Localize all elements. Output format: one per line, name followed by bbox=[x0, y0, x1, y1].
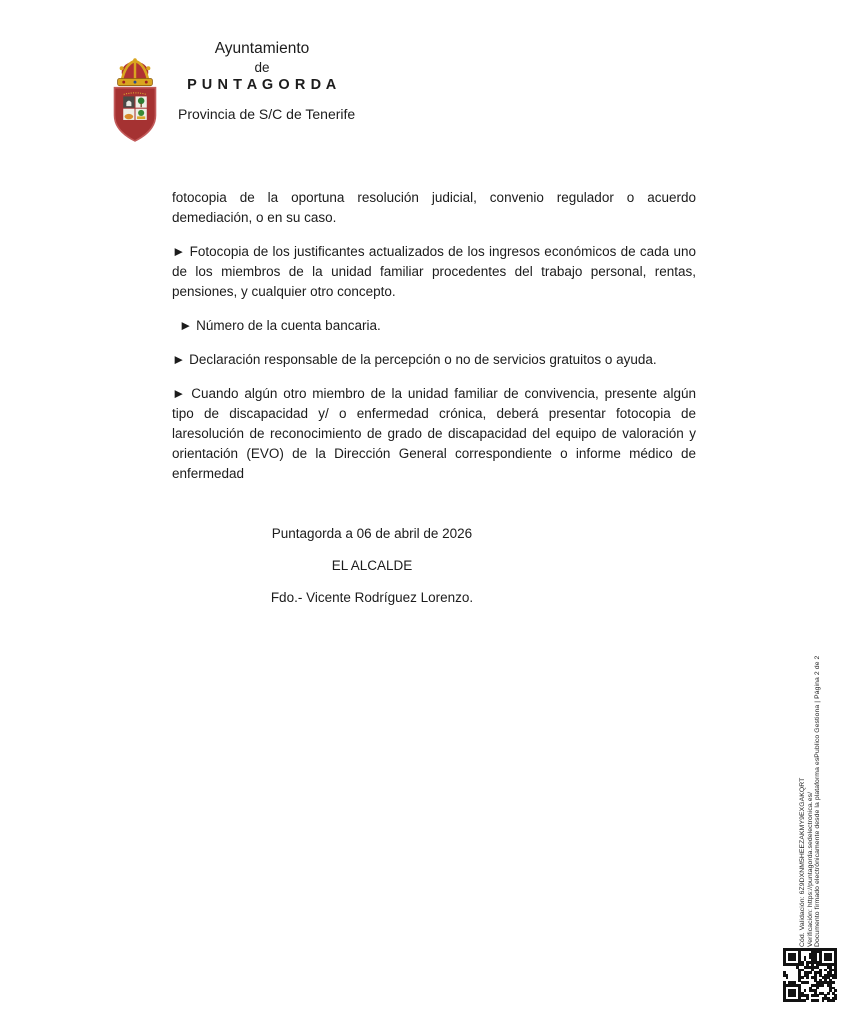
document-body bbox=[172, 188, 696, 620]
signature-block bbox=[172, 524, 572, 608]
bullet-paragraph-cuenta-bancaria: ► Número de la cuenta bancaria. bbox=[179, 318, 381, 333]
org-title-block bbox=[158, 40, 366, 94]
signature-role: EL ALCALDE bbox=[331, 558, 413, 573]
bullet-paragraph-justificantes: ► Fotocopia de los justificantes actualizados de los ingresos económicos de cada uno de los miembros de la unidad familiar procedentes del trabajo personal, rentas, pensiones, y cualquier otro concepto. bbox=[172, 244, 696, 299]
bullet-paragraph-declaracion: ► Declaración responsable de la percepción o no de servicios gratuitos o ayuda. bbox=[172, 352, 657, 367]
province-line: Provincia de S/C de Tenerife bbox=[178, 106, 356, 122]
esigned-note-text: Documento firmado electrónicamente desde la plataforma esPublico Gestiona | Página 2 de 2 bbox=[814, 655, 822, 947]
validation-code-text: Cód. Validación: 6Z9DXNM5HEEZAKMY9EXGAKQRT bbox=[799, 777, 806, 947]
org-name-line3: P U N T A G O R D A bbox=[187, 77, 337, 94]
esign-meta-block bbox=[799, 656, 822, 947]
verification-url-text: Verificación: https://puntagorda.sedelectronica.es/ bbox=[806, 791, 814, 947]
paragraph-continuation: fotocopia de la oportuna resolución judicial, convenio regulador o acuerdo demediación, o en su caso. bbox=[172, 190, 696, 225]
org-name-line1: Ayuntamiento bbox=[214, 40, 310, 57]
signature-name: Fdo.- Vicente Rodríguez Lorenzo. bbox=[270, 590, 474, 605]
signature-place-date: Puntagorda a 06 de abril de 2026 bbox=[271, 526, 473, 541]
bullet-paragraph-discapacidad: ► Cuando algún otro miembro de la unidad familiar de convivencia, presente algún tipo de discapacidad y/ o enfermedad crónica, deberá presentar fotocopia de laresolución de reconocimiento de grado de discapacidad del equipo de valoración y orientación (EVO) de la Dirección General correspondiente o informe médico de enfermedad bbox=[172, 386, 696, 481]
org-name-line2: de bbox=[254, 60, 270, 76]
qr-code bbox=[783, 948, 837, 1002]
